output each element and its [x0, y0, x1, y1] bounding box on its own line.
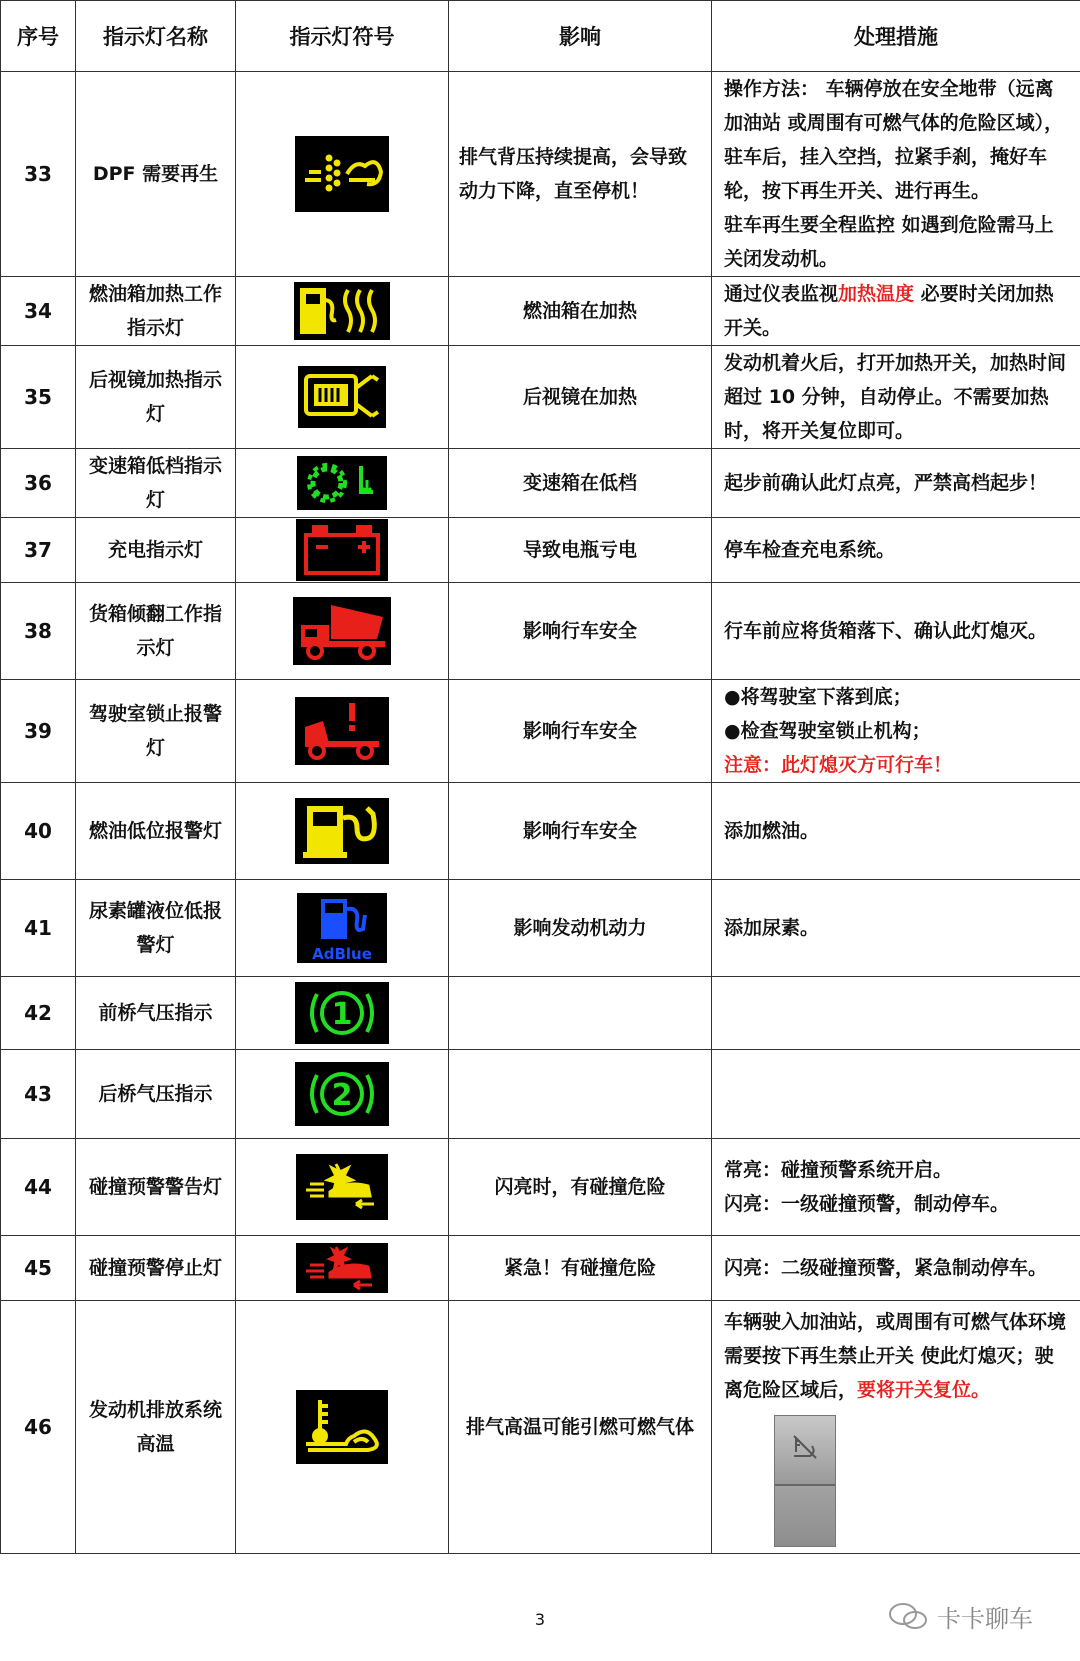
row-number: 45 — [1, 1236, 76, 1301]
front-axle-pressure-icon — [295, 982, 389, 1044]
wechat-icon — [887, 1601, 929, 1631]
indicator-name: 变速箱低档指示灯 — [76, 449, 236, 518]
action-text: 添加燃油。 — [712, 783, 1080, 880]
action-text: 停车检查充电系统。 — [712, 518, 1080, 583]
indicator-name: 燃油低位报警灯 — [76, 783, 236, 880]
effect-text: 影响行车安全 — [449, 783, 712, 880]
indicator-name: 后视镜加热指示灯 — [76, 346, 236, 449]
row-number: 44 — [1, 1139, 76, 1236]
action-text: 常亮：碰撞预警系统开启。 — [724, 1159, 953, 1181]
action-text: 发动机着火后，打开加热开关，加热时间超过 10 分钟，自动停止。不需要加热时，将开关复位即可。 — [712, 346, 1080, 449]
effect-text: 排气背压持续提高，会导致动力下降，直至停机！ — [449, 72, 712, 277]
effect-text: 影响发动机动力 — [449, 880, 712, 977]
indicator-name: 充电指示灯 — [76, 518, 236, 583]
effect-text: 后视镜在加热 — [449, 346, 712, 449]
row-number: 40 — [1, 783, 76, 880]
exhaust-high-temp-icon — [296, 1390, 388, 1464]
table-row — [1, 72, 1080, 277]
row-number: 46 — [1, 1301, 76, 1554]
action-text: 起步前确认此灯点亮，严禁高档起步！ — [712, 449, 1080, 518]
header-name: 指示灯名称 — [76, 1, 236, 72]
action-text: 必要时关闭加热开关。 — [724, 283, 1054, 339]
table-row — [1, 783, 1080, 880]
table-row — [1, 277, 1080, 346]
action-text: ●将驾驶室下落到底； — [724, 686, 912, 708]
table-row — [1, 518, 1080, 583]
header-effect: 影响 — [449, 1, 712, 72]
effect-text: 变速箱在低档 — [449, 449, 712, 518]
indicator-name: 发动机排放系统高温 — [76, 1301, 236, 1554]
regeneration-inhibit-switch-icon — [774, 1415, 836, 1547]
effect-text: 闪亮时，有碰撞危险 — [449, 1139, 712, 1236]
action-text: 行车前应将货箱落下、确认此灯熄灭。 — [712, 583, 1080, 680]
cab-lock-warning-icon — [295, 697, 389, 765]
effect-text: 排气高温可能引燃可燃气体 — [449, 1301, 712, 1554]
indicator-name: 碰撞预警警告灯 — [76, 1139, 236, 1236]
dpf-regeneration-icon — [295, 136, 389, 212]
battery-charge-icon — [296, 519, 388, 581]
table-row — [1, 583, 1080, 680]
indicator-name: 后桥气压指示 — [76, 1050, 236, 1139]
low-fuel-icon — [295, 798, 389, 864]
axle-number: 1 — [331, 997, 353, 1032]
adblue-label: AdBlue — [312, 945, 372, 963]
row-number: 35 — [1, 346, 76, 449]
adblue-low-icon — [297, 893, 387, 963]
action-text: ●检查驾驶室锁止机构； — [724, 720, 931, 742]
row-number: 41 — [1, 880, 76, 977]
row-number: 39 — [1, 680, 76, 783]
watermark — [887, 1598, 1057, 1634]
indicator-name: 燃油箱加热工作指示灯 — [76, 277, 236, 346]
axle-number: 2 — [331, 1078, 353, 1113]
header-action: 处理措施 — [712, 1, 1080, 72]
table-row — [1, 1139, 1080, 1236]
row-number: 36 — [1, 449, 76, 518]
effect-text: 影响行车安全 — [449, 583, 712, 680]
collision-stop-icon — [296, 1243, 388, 1293]
indicator-name: DPF 需要再生 — [76, 72, 236, 277]
table-row — [1, 346, 1080, 449]
row-number: 37 — [1, 518, 76, 583]
action-highlight: 加热温度 — [838, 283, 915, 305]
fuel-tank-heating-icon — [294, 282, 390, 340]
table-row — [1, 1050, 1080, 1139]
watermark-text: 卡卡聊车 — [937, 1604, 1033, 1633]
action-text: 操作方法： 车辆停放在安全地带（远离加油站 或周围有可燃气体的危险区域），驻车后，挂入空挡，拉紧手刹，掩好车轮，按下再生开关、进行再生。 — [724, 78, 1064, 202]
row-number: 34 — [1, 277, 76, 346]
effect-text: 导致电瓶亏电 — [449, 518, 712, 583]
table-header — [1, 1, 1080, 72]
action-text: 闪亮：二级碰撞预警，紧急制动停车。 — [712, 1236, 1080, 1301]
table-row — [1, 1236, 1080, 1301]
header-symbol: 指示灯符号 — [236, 1, 449, 72]
table-row — [1, 977, 1080, 1050]
rear-axle-pressure-icon — [295, 1062, 389, 1126]
table-row — [1, 680, 1080, 783]
effect-text — [449, 1050, 712, 1139]
action-text: 车辆驶入加油站，或周围有可燃气体环境 需要按下再生禁止开关 使此灯熄灭；驶离危险区域后， — [724, 1311, 1067, 1401]
effect-text — [449, 977, 712, 1050]
action-highlight: 要将开关复位。 — [857, 1379, 991, 1401]
mirror-heating-icon — [298, 366, 386, 428]
collision-warning-icon — [296, 1154, 388, 1220]
table-row — [1, 449, 1080, 518]
table-row — [1, 880, 1080, 977]
effect-text: 燃油箱在加热 — [449, 277, 712, 346]
indicator-name: 尿素罐液位低报警灯 — [76, 880, 236, 977]
dump-truck-icon — [293, 597, 391, 665]
gearbox-low-gear-icon — [297, 456, 387, 510]
effect-text: 紧急！有碰撞危险 — [449, 1236, 712, 1301]
action-text: 添加尿素。 — [712, 880, 1080, 977]
effect-text: 影响行车安全 — [449, 680, 712, 783]
action-text: 驻车再生要全程监控 如遇到危险需马上关闭发动机。 — [724, 214, 1054, 270]
action-text — [712, 977, 1080, 1050]
indicator-name: 驾驶室锁止报警灯 — [76, 680, 236, 783]
action-text: 通过仪表监视 — [724, 283, 839, 305]
action-warning: 注意：此灯熄灭方可行车！ — [724, 754, 953, 776]
indicator-name: 前桥气压指示 — [76, 977, 236, 1050]
indicator-name: 货箱倾翻工作指示灯 — [76, 583, 236, 680]
row-number: 42 — [1, 977, 76, 1050]
action-text: 闪亮：一级碰撞预警，制动停车。 — [724, 1193, 1010, 1215]
row-number: 43 — [1, 1050, 76, 1139]
row-number: 38 — [1, 583, 76, 680]
row-number: 33 — [1, 72, 76, 277]
indicator-name: 碰撞预警停止灯 — [76, 1236, 236, 1301]
page-number: 3 — [534, 1610, 546, 1629]
table-row — [1, 1301, 1080, 1554]
action-text — [712, 1050, 1080, 1139]
header-no: 序号 — [1, 1, 76, 72]
